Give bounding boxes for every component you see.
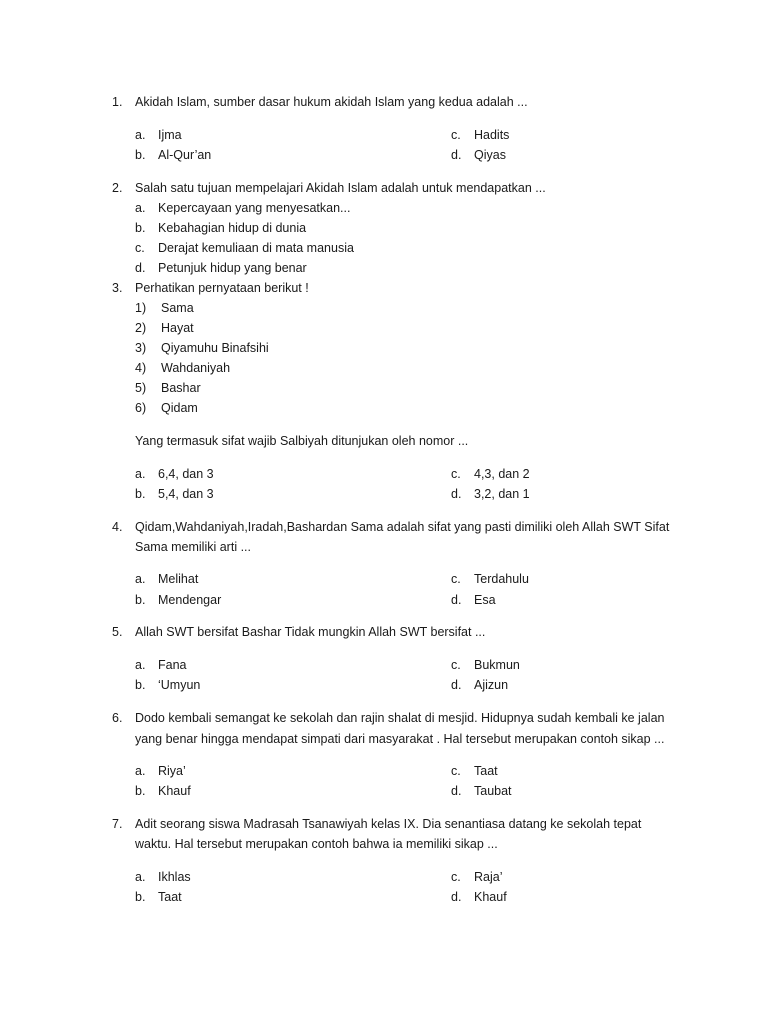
option-letter: c. [135, 241, 145, 255]
statement-number: 1) [135, 301, 147, 315]
statement-text: Qidam [161, 401, 198, 415]
statement-text: Hayat [161, 321, 194, 335]
question-number: 7. [112, 817, 123, 831]
option-text: Fana [158, 658, 187, 672]
statement-text: Bashar [161, 381, 201, 395]
option-letter: d. [451, 890, 462, 904]
question-text: Allah SWT bersifat Bashar Tidak mungkin Allah SWT bersifat ... [135, 625, 486, 639]
option-letter: b. [135, 678, 146, 692]
option-text: Qiyas [474, 148, 506, 162]
option-text: Kepercayaan yang menyesatkan... [158, 201, 351, 215]
option-text: Kebahagian hidup di dunia [158, 221, 307, 235]
statement-number: 4) [135, 361, 147, 375]
option-letter: d. [451, 784, 462, 798]
option-text: Derajat kemuliaan di mata manusia [158, 241, 354, 255]
option-text: Taubat [474, 784, 512, 798]
question-number: 6. [112, 711, 123, 725]
option-text: Ajizun [474, 678, 509, 692]
option-letter: d. [451, 678, 462, 692]
option-text: 4,3, dan 2 [474, 467, 530, 481]
statement-number: 3) [135, 341, 147, 355]
option-text: 6,4, dan 3 [158, 467, 214, 481]
option-letter: c. [451, 870, 461, 884]
option-text: Melihat [158, 572, 199, 586]
option-letter: b. [135, 593, 146, 607]
option-letter: c. [451, 572, 461, 586]
option-letter: b. [135, 221, 146, 235]
question-text: Sama memiliki arti ... [135, 540, 251, 554]
statement-number: 2) [135, 321, 147, 335]
option-letter: c. [451, 658, 461, 672]
option-text: 5,4, dan 3 [158, 487, 214, 501]
statement-text: Qiyamuhu Binafsihi [161, 341, 269, 355]
option-text: ‘Umyun [158, 678, 201, 692]
question-prompt: Yang termasuk sifat wajib Salbiyah ditunjukan oleh nomor ... [135, 434, 469, 448]
option-letter: d. [451, 593, 462, 607]
option-text: Raja’ [474, 870, 503, 884]
question-number: 4. [112, 520, 123, 534]
option-letter: b. [135, 784, 146, 798]
statement-text: Sama [161, 301, 194, 315]
option-letter: a. [135, 128, 146, 142]
option-letter: d. [451, 148, 462, 162]
statement-number: 5) [135, 381, 147, 395]
question-text: Akidah Islam, sumber dasar hukum akidah Islam yang kedua adalah ... [135, 95, 528, 109]
option-letter: a. [135, 764, 146, 778]
option-letter: a. [135, 201, 146, 215]
option-letter: a. [135, 467, 146, 481]
question-number: 5. [112, 625, 123, 639]
question-text: Qidam,Wahdaniyah,Iradah,Bashardan Sama adalah sifat yang pasti dimiliki oleh Allah SWT Sifat [135, 520, 670, 534]
option-text: Taat [158, 890, 182, 904]
question-number: 2. [112, 181, 123, 195]
option-letter: c. [451, 467, 461, 481]
statement-number: 6) [135, 401, 147, 415]
option-letter: c. [451, 128, 461, 142]
option-text: Hadits [474, 128, 510, 142]
option-letter: b. [135, 487, 146, 501]
option-letter: b. [135, 148, 146, 162]
question-text: Dodo kembali semangat ke sekolah dan rajin shalat di mesjid. Hidupnya sudah kembali ke jalan [135, 711, 665, 725]
option-text: Bukmun [474, 658, 520, 672]
question-text: Adit seorang siswa Madrasah Tsanawiyah kelas IX. Dia senantiasa datang ke sekolah tepat [135, 817, 642, 831]
option-text: Esa [474, 593, 496, 607]
option-text: Ikhlas [158, 870, 191, 884]
statement-text: Wahdaniyah [161, 361, 231, 375]
question-text: yang benar hingga mendapat simpati dari masyarakat . Hal tersebut merupakan contoh sikap ... [135, 732, 665, 746]
option-letter: b. [135, 890, 146, 904]
question-number: 1. [112, 95, 123, 109]
option-text: Khauf [474, 890, 507, 904]
question-number: 3. [112, 281, 123, 295]
option-text: Al-Qur’an [158, 148, 212, 162]
option-letter: d. [451, 487, 462, 501]
option-text: Mendengar [158, 593, 222, 607]
option-text: Riya’ [158, 764, 186, 778]
option-text: Terdahulu [474, 572, 529, 586]
option-letter: a. [135, 658, 146, 672]
option-text: Taat [474, 764, 498, 778]
option-letter: d. [135, 261, 146, 275]
option-letter: a. [135, 572, 146, 586]
option-text: 3,2, dan 1 [474, 487, 530, 501]
option-text: Ijma [158, 128, 182, 142]
option-text: Khauf [158, 784, 191, 798]
question-text: waktu. Hal tersebut merupakan contoh bahwa ia memiliki sikap ... [135, 837, 498, 851]
option-letter: c. [451, 764, 461, 778]
question-text: Perhatikan pernyataan berikut ! [135, 281, 309, 295]
option-letter: a. [135, 870, 146, 884]
option-text: Petunjuk hidup yang benar [158, 261, 307, 275]
question-text: Salah satu tujuan mempelajari Akidah Islam adalah untuk mendapatkan ... [135, 181, 546, 195]
